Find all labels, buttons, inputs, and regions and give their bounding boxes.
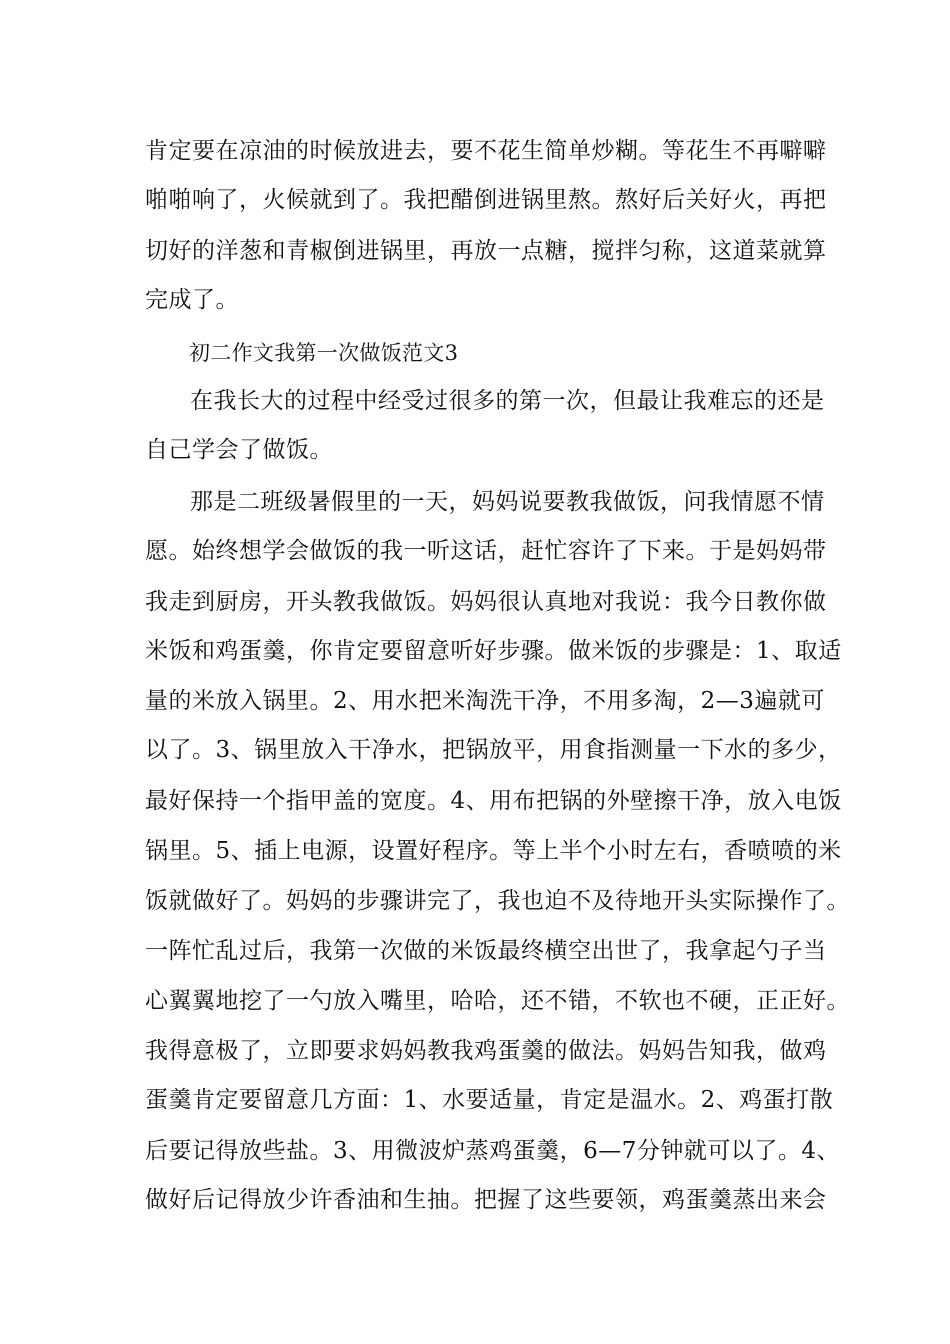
text-line: 啪啪响了，火候就到了。我把醋倒进锅里熬。熬好后关好火，再把 xyxy=(145,187,827,213)
text-line: 那是二班级暑假里的一天，妈妈说要教我做饭，问我情愿不情 xyxy=(190,489,825,515)
text-line: 自己学会了做饭。 xyxy=(145,437,333,463)
text-line: 愿。始终想学会做饭的我一听这话，赶忙容许了下来。于是妈妈带 xyxy=(145,538,827,564)
text-line: 心翼翼地挖了一勺放入嘴里，哈哈，还不错，不软也不硬，正正好。 xyxy=(145,988,850,1014)
text-line: 蛋羹肯定要留意几方面：1、水要适量，肯定是温水。2、鸡蛋打散 xyxy=(145,1087,834,1113)
text-line: 量的米放入锅里。2、用水把米淘洗干净，不用多淘，2—3遍就可 xyxy=(145,688,825,714)
text-line: 肯定要在凉油的时候放进去，要不花生简单炒糊。等花生不再噼噼 xyxy=(145,138,827,164)
text-line: 最好保持一个指甲盖的宽度。4、用布把锅的外壁擦干净，放入电饭 xyxy=(145,788,842,814)
text-line: 以了。3、锅里放入干净水，把锅放平，用食指测量一下水的多少， xyxy=(145,737,842,763)
text-line: 切好的洋葱和青椒倒进锅里，再放一点糖，搅拌匀称，这道菜就算 xyxy=(145,238,827,264)
text-line: 饭就做好了。妈妈的步骤讲完了，我也迫不及待地开头实际操作了。 xyxy=(145,888,850,914)
text-line: 在我长大的过程中经受过很多的第一次，但最让我难忘的还是 xyxy=(190,388,825,414)
text-line: 锅里。5、插上电源，设置好程序。等上半个小时左右，香喷喷的米 xyxy=(145,838,842,864)
text-line: 后要记得放些盐。3、用微波炉蒸鸡蛋羹，6—7分钟就可以了。4、 xyxy=(145,1138,841,1164)
text-line: 我得意极了，立即要求妈妈教我鸡蛋羹的做法。妈妈告知我，做鸡 xyxy=(145,1038,827,1064)
text-line: 我走到厨房，开头教我做饭。妈妈很认真地对我说：我今日教你做 xyxy=(145,589,827,615)
text-line: 完成了。 xyxy=(145,287,239,313)
text-line: 做好后记得放少许香油和生抽。把握了这些要领，鸡蛋羹蒸出来会 xyxy=(145,1187,827,1213)
text-line: 一阵忙乱过后，我第一次做的米饭最终横空出世了，我拿起勺子当 xyxy=(145,938,827,964)
section-heading: 初二作文我第一次做饭范文3 xyxy=(189,341,459,365)
text-line: 米饭和鸡蛋羹，你肯定要留意听好步骤。做米饭的步骤是：1、取适 xyxy=(145,638,842,664)
